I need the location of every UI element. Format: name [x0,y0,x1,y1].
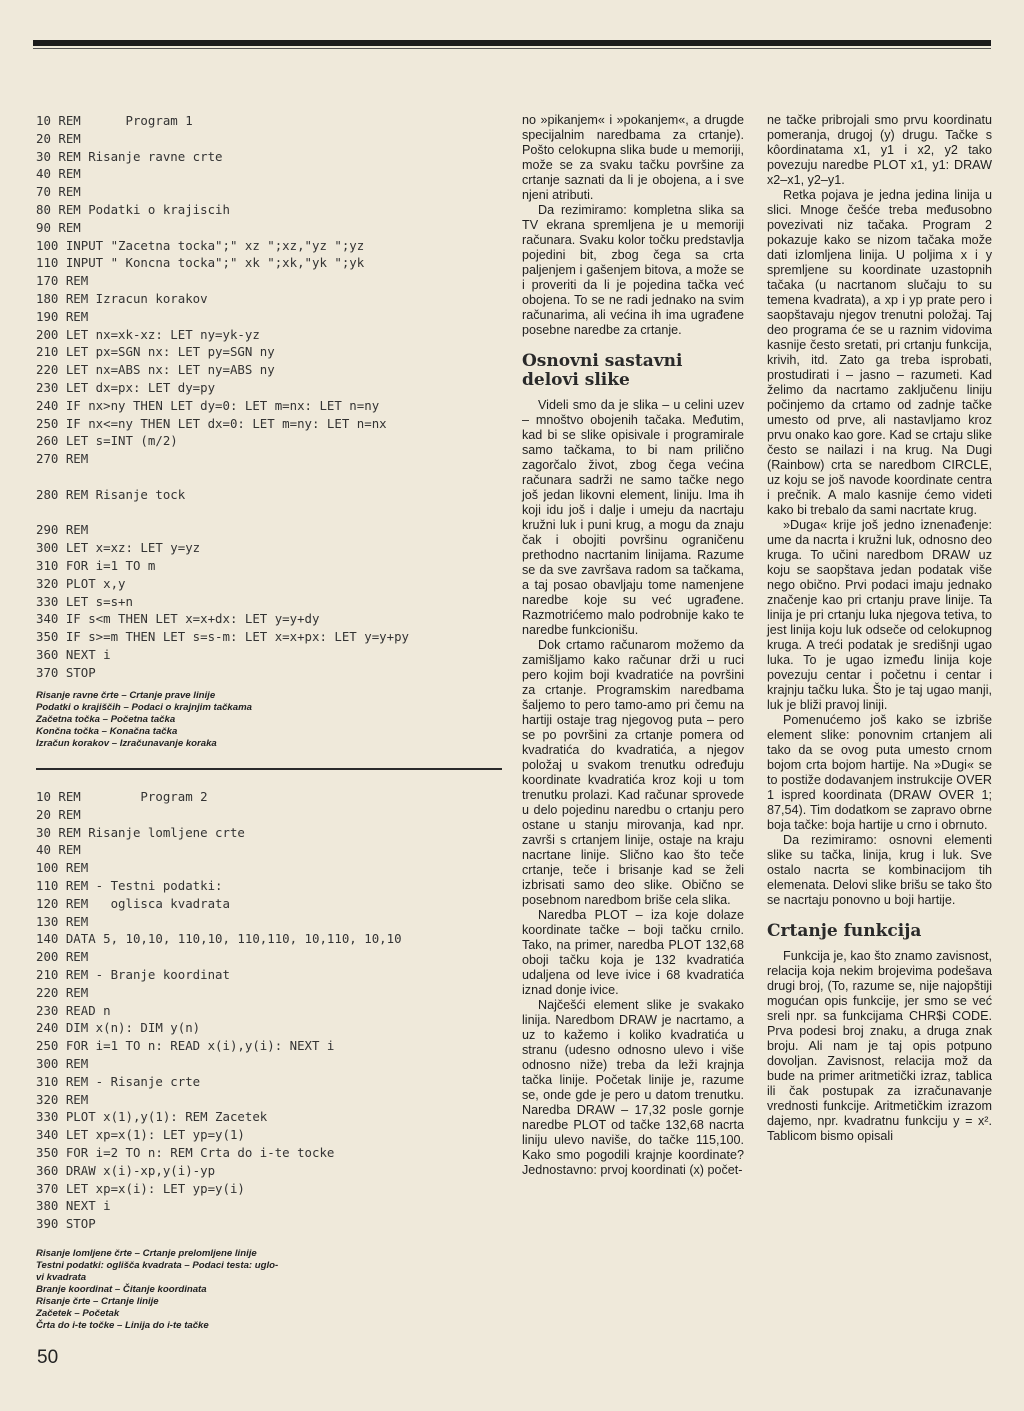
code-line: 330 LET s=s+n [36,593,133,609]
legend-line: Črta do i-te točke – Linija do i-te tačke [36,1320,209,1331]
code-line [36,504,506,522]
page-number: 50 [37,1347,59,1368]
legend-line: Risanje ravne črte – Crtanje prave linije [36,690,216,701]
legend-line: Izračun korakov – Izračunavanje koraka [36,738,217,749]
code-line: 110 INPUT " Koncna tocka";" xk ";xk,"yk ";yk [36,255,365,271]
code-line: 370 LET xp=x(i): LET yp=y(i) [36,1180,245,1196]
code-line: 300 REM [36,1055,89,1071]
paragraph: Retka pojava je jedna jedina linija u slici. Mnoge češće treba međusobno povezivati niz tačaka. Program 2 pokazuje kako se nizom tačaka može dati izlomljena linija. U poljima x i y spremljene su koordinate uzastopnih tačaka (u nacrtanom slučaju to su temena kvadrata), a xp i yp prate pero i saopštavaju njegov trenutni položaj. Taj deo programa će se u raznim vidovima kasnije često sretati, pri crtanju funkcija, krivih, itd. Zato ga treba isprobati, prostudirati i – jasno – razumeti. Kad želimo da nacrtamo zaključenu liniju počinjemo da crtamo od zadnje tačke umesto od prve, ali nastavljamo kroz prvu onako kao gore. Kad se crtaju slike često se nailazi i na krug. Na Dugi (Rainbow) crta se naredbom CIRCLE, uz koju se još navode koordinate centra i prečnik. A malo kasnije ćemo videti kako bi trebalo da sami nacrtate krug. [767,188,992,517]
code-line: 100 REM [36,860,89,876]
code-line: 10 REM Program 2 [36,789,208,804]
code-line: 250 IF nx<=ny THEN LET dx=0: LET m=ny: LET n=nx [36,415,387,431]
code-line: 40 REM [36,842,81,858]
code-line: 310 FOR i=1 TO m [36,557,156,573]
section-heading: Osnovni sastavni delovi slike [522,351,683,390]
text-column-1 [522,113,744,1178]
code-line: 360 NEXT i [36,646,111,662]
legend-line: Risanje črte – Crtanje linije [36,1296,159,1307]
code-line: 110 REM - Testni podatki: [36,877,223,893]
code-line: 170 REM [36,273,89,289]
code-line: 290 REM [36,522,89,538]
code-line: 270 REM [36,451,89,467]
code-line: 20 REM [36,806,81,822]
code-line: 190 REM [36,308,89,324]
text-column-2 [767,113,992,1144]
code-line: 390 STOP [36,1216,96,1232]
paragraph: no »pikanjem« i »pokanjem«, a drugde specijalnim naredbama za crtanje). Pošto celokupna slika bude u memoriji, može se za svaku tačku površine za crtanje saznati da li je obojena, a i sve njeni atributi. [522,113,744,202]
code-line: 10 REM Program 1 [36,113,193,128]
legend-line: Testni podatki: oglišča kvadrata – Podaci testa: uglo- [36,1260,279,1271]
code-line: 70 REM [36,184,81,200]
code-line: 230 READ n [36,1002,111,1018]
legend-line: Podatki o krajiščih – Podaci o krajnjim tačkama [36,702,252,713]
code-line: 240 IF nx>ny THEN LET dy=0: LET m=nx: LET n=ny [36,397,380,413]
code-line: 120 REM oglisca kvadrata [36,895,230,911]
code-line: 130 REM [36,913,89,929]
code-line: 320 PLOT x,y [36,575,126,591]
code-line: 30 REM Risanje ravne crte [36,148,223,164]
section-heading: Crtanje funkcija [767,921,922,941]
code-line: 300 LET x=xz: LET y=yz [36,540,201,556]
paragraph: Da rezimiramo: osnovni elementi slike su tačka, linija, krug i luk. Sve ostalo nacrta se kombinacijom tih elemenata. Delovi slike brišu se tako što se nacrtaju ponovno u boji hartije. [767,833,992,907]
legend-line: Začetna točka – Početna tačka [36,714,176,725]
code-line: 40 REM [36,166,81,182]
code-line: 250 FOR i=1 TO n: READ x(i),y(i): NEXT i [36,1038,335,1054]
paragraph: Da rezimiramo: kompletna slika sa TV ekrana spremljena je u memoriji računara. Svaku kolor točku predstavlja pojedini bit, zbog čega sa crta paljenjem i gašenjem bitova, a može se i proveriti da li je pojedina tačka već obojena. To se ne radi jednako na svim računarima, ali većina ih ima ugrađene posebne naredbe za crtanje. [522,203,744,337]
code-line: 220 REM [36,984,89,1000]
code-line: 30 REM Risanje lomljene crte [36,824,245,840]
code-line: 350 IF s>=m THEN LET s=s-m: LET x=x+px: LET y=y+py [36,629,409,645]
code-line: 80 REM Podatki o krajiscih [36,201,230,217]
code-line: 200 LET nx=xk-xz: LET ny=yk-yz [36,326,260,342]
paragraph: Pomenućemo još kako se izbriše element slike: ponovnim crtanjem ali tako da se ovog puta umesto crnom bojom crta bojom hartije. Na »Dugi« se to postiže dodavanjem instrukcije OVER 1 ispred koordinata (DRAW OVER 1; 87,54). Tim dodatkom se zapravo obrne boja tačke: boja hartije u crno i obrnuto. [767,713,992,832]
legend-line: Začetek – Početak [36,1308,120,1319]
paragraph: Dok crtamo računarom možemo da zamišljamo kako računar drži u ruci pero kojim boji kvadratiće na površini za crtanje. Programskim naredbama šaljemo to pero tamo-amo pri čemu na hartiji ostaje trag njegovog puta – pero se po površini za crtanje pomera od kvadratića do kvadratića, a njegov položaj u svakom trenutku određuju koordinate kvadratića kroz koji u tom trenutku prolazi. Kad računar sprovede u delo pojedinu naredbu o crtanju pero ostane u stanju mirovanja, kad npr. završi s crtanjem linije, ostaje na kraju nacrtane linije. Slično kao što teče crtanje, teče i brisanje kad se želi izbrisati samo deo slike. Obično se posebnom naredbom briše cela slika. [522,638,744,907]
code-line: 20 REM [36,130,81,146]
top-rule [33,40,991,46]
paragraph: Najčešći element slike je svakako linija. Naredbom DRAW je nacrtamo, a uz to kažemo i koliko kvadratića u stranu (udesno odnosno ulevo i više odnosno niže) treba da leži krajnja tačka linije. Početak linije je, razume se, onde gde je pero u datom trenutku. Naredba DRAW – 17,32 posle gornje naredbe PLOT od tačke 132,68 nacrta liniju ulevo naviše, do tačke 115,100. Kako smo pogodili krajnje koordinate? Jednostavno: prvoj koordinati (x) počet- [522,998,744,1177]
code-line: 100 INPUT "Zacetna tocka";" xz ";xz,"yz ";yz [36,237,365,253]
legend-line: Branje koordinat – Čitanje koordinata [36,1284,207,1295]
code-line: 280 REM Risanje tock [36,486,186,502]
code-line: 320 REM [36,1091,89,1107]
paragraph: »Duga« krije još jedno iznenađenje: ume da nacrta i kružni luk, odnosno deo kruga. To učini naredbom DRAW uz koju se saopštava jedan podatak više nego obično. Prvi podaci imaju jednako značenje kao pri crtanju prave linije. Ta linija je pri crtanju luka njegova tetiva, to jest linija koju luk odseče od celokupnog kruga. A treći podatak je središnji ugao luka. To je ugao između linija koje povezuju centar i početnu i centar i krajnju tačku luka. Što je taj ugao manji, luk je bliži pravoj liniji. [767,518,992,712]
code-line: 350 FOR i=2 TO n: REM Crta do i-te tocke [36,1144,335,1160]
legend-line: Končna točka – Konačna tačka [36,726,178,737]
code-line: 310 REM - Risanje crte [36,1073,201,1089]
code-line: 340 LET xp=x(1): LET yp=y(1) [36,1127,245,1143]
code-line: 180 REM Izracun korakov [36,290,208,306]
code-line: 380 NEXT i [36,1198,111,1214]
code-line: 340 IF s<m THEN LET x=x+dx: LET y=y+dy [36,611,320,627]
legend-line: Risanje lomljene črte – Crtanje prelomljene linije [36,1248,257,1259]
paragraph: Funkcija je, kao što znamo zavisnost, relacija koja nekim brojevima podešava drugi broj, (To, razume se, nije najopštiji mogućan opis funkcije, jer smo se već sreli npr. sa funkcijama CHR$i CODE. Prva podesi broj znaku, a druga znak broju. Ali nam je taj opis potpuno dovoljan. Zavisnost, relacija mož da bude na primer aritmetički izraz, tablica ili čak postupak za izračunavanje vrednosti funkcije. Aritmetičkim izrazom dajemo, npr. kvadratnu funkciju y = x². Tablicom bismo opisali [767,949,992,1143]
code-line: 260 LET s=INT (m/2) [36,433,178,449]
section-divider [36,768,502,770]
code-line: 220 LET nx=ABS nx: LET ny=ABS ny [36,362,275,378]
top-rule-thin [33,48,991,49]
legend-line: vi kvadrata [36,1272,87,1283]
paragraph: ne tačke pribrojali smo prvu koordinatu pomeranja, drugoj (y) drugu. Tačke s kôordinatama x1, y1 i x2, y2 tako povezuju naredbe PLOT x1, y1: DRAW x2–x1, y2–y1. [767,113,992,187]
code-line: 330 PLOT x(1),y(1): REM Zacetek [36,1109,268,1125]
paragraph: Naredba PLOT – iza koje dolaze koordinate tačke – boji tačku crnilo. Tako, na primer, naredba PLOT 132,68 oboji tačku koja je 132 kvadratića udaljena od leve ivice i 68 kvadratića iznad donje ivice. [522,908,744,997]
code-line: 90 REM [36,219,81,235]
code-line: 210 LET px=SGN nx: LET py=SGN ny [36,344,275,360]
program-1-listing [36,112,506,682]
program-2-legend [36,1248,506,1332]
code-line: 140 DATA 5, 10,10, 110,10, 110,110, 10,110, 10,10 [36,931,402,947]
code-line: 370 STOP [36,664,96,680]
code-line: 360 DRAW x(i)-xp,y(i)-yp [36,1162,216,1178]
code-line [36,468,506,486]
paragraph: Videli smo da je slika – u celini uzev – mnoštvo obojenih tačaka. Međutim, kad bi se slike opisivale i programirale samo tačkama, to bi nam prilično zagorčalo život, zbog čega većina računara sadrži ne samo tačke nego još jedan likovni element, liniju. Ima ih koji idu još i dalje i umeju da nacrtaju kružni luk i puni krug, a mogu da znaju čak i obojiti površinu ograničenu prethodno nacrtanim linijama. Razume se da sve završava radom sa tačkama, a taj posao obavljaju tome namenjene naredbe koje su već ugrađene. Razmotrićemo malo podrobnije kako te naredbe funkcionišu. [522,398,744,637]
code-line: 210 REM - Branje koordinat [36,966,230,982]
program-1-legend [36,690,506,750]
code-line: 230 LET dx=px: LET dy=py [36,379,216,395]
code-line: 240 DIM x(n): DIM y(n) [36,1020,201,1036]
program-2-listing [36,788,506,1233]
code-line: 200 REM [36,949,89,965]
